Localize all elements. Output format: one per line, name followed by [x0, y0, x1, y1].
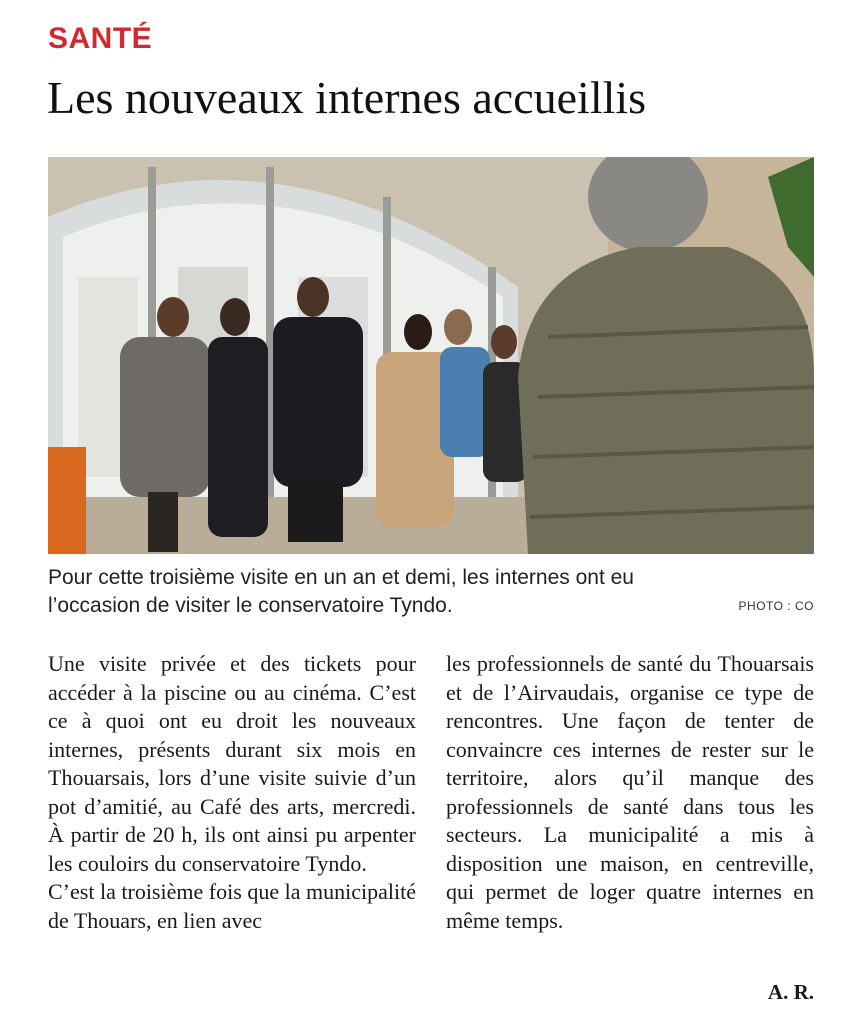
paragraph: C’est la troisième fois que la municipalité de Thouars, en lien avec [48, 879, 416, 933]
article-column-1 [48, 650, 416, 935]
article-photo [48, 157, 814, 554]
paragraph: Une visite privée et des tickets pour accéder à la piscine ou au cinéma. C’est ce à quoi ont eu droit les nouveaux internes, présents durant six mois en Thouarsais, lors d’une visite suivie d’un pot d’amitié, au Café des arts, mercredi. À partir de 20 h, ils ont ainsi pu arpenter les couloirs du conservatoire Tyndo. [48, 651, 416, 876]
photo-credit: PHOTO : CO [738, 599, 814, 613]
section-rubric: SANTÉ [48, 22, 153, 55]
author-signature: A. R. [767, 980, 814, 1004]
article-column-2 [446, 650, 814, 935]
paragraph: les professionnels de santé du Thouarsais et de l’Airvaudais, organise ce type de rencontres. Une façon de tenter de convaincre ces internes de rester sur le territoire, alors qu’il manque des professionnels de santé dans tous les secteurs. La municipalité a mis à disposition une maison, en centreville, qui permet de loger quatre internes en même temps. [446, 651, 814, 933]
article-headline: Les nouveaux internes accueillis [47, 72, 647, 123]
photo-caption: Pour cette troisième visite en un an et demi, les internes ont eu l’occasion de visiter le conservatoire Tyndo. [48, 566, 634, 617]
group-photo-illustration [48, 157, 814, 554]
